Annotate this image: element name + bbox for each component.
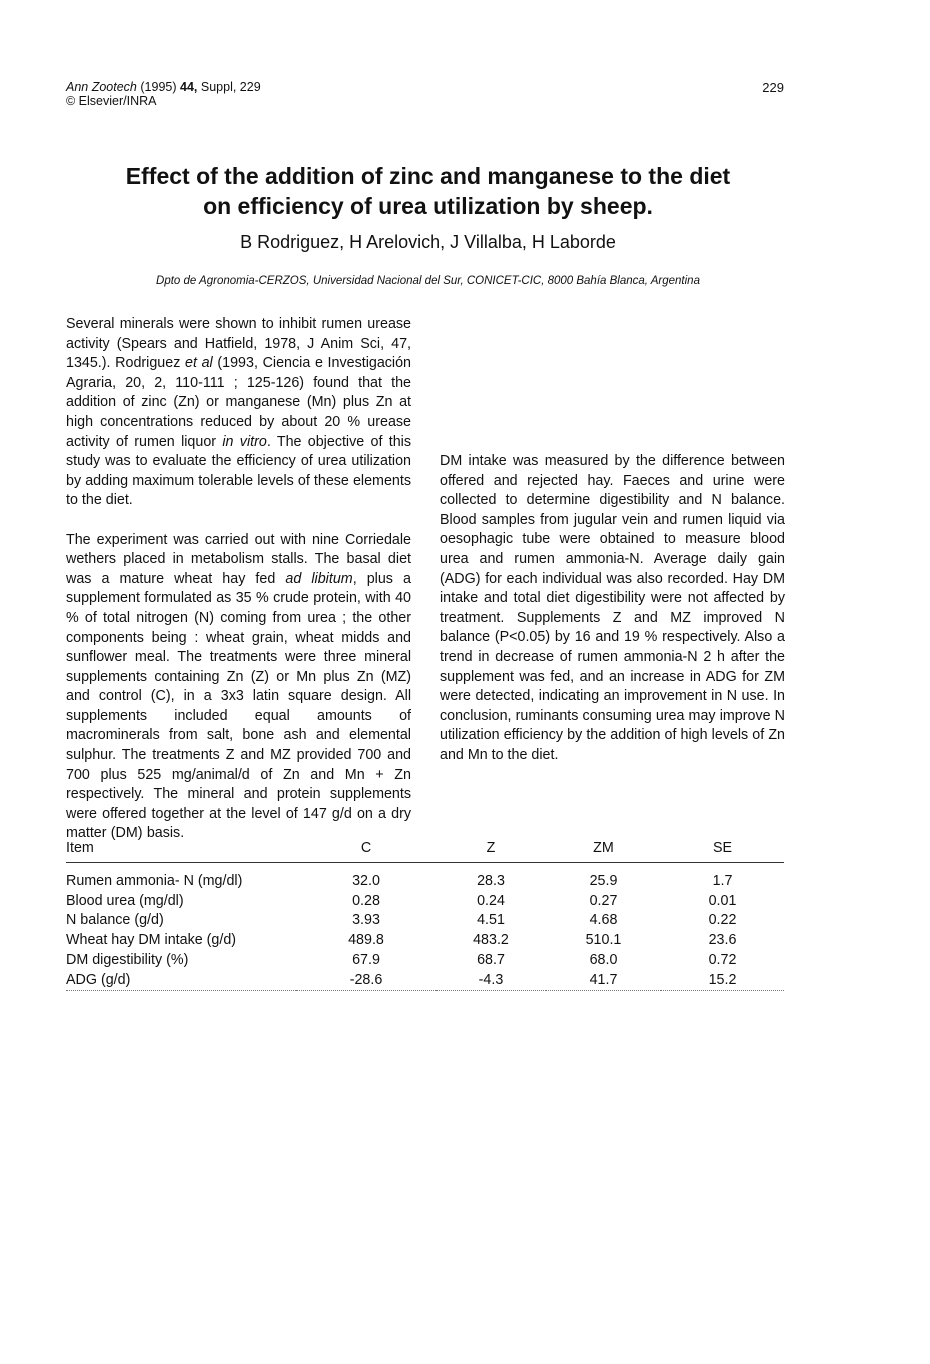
cell-zm: 68.0: [589, 952, 618, 969]
cell-z: 0.24: [477, 892, 505, 909]
article-title: [60, 161, 796, 221]
paragraph-methods: [66, 531, 411, 845]
cell-c: -28.6: [296, 970, 436, 990]
cell-z: 483.2: [473, 932, 509, 949]
page-number: 229: [762, 80, 784, 95]
row-label: N balance (g/d): [66, 912, 164, 929]
row-label: ADG (g/d): [66, 970, 296, 990]
affiliation: Dpto de Agronomia-CERZOS, Universidad Nacional del Sur, CONICET-CIC, 8000 Bahía Blanca, Argentina: [156, 275, 700, 287]
table-row: [66, 930, 784, 950]
cell-c: 32.0: [352, 872, 380, 889]
para1-part-c: . The objective of this study was to evaluate the efficiency of urea utilization by adding maximum tolerable levels of these elements to the diet.: [66, 433, 412, 509]
header-zinc: Z: [486, 840, 496, 856]
para2-part-b: , plus a supplement formulated as 35 % crude protein, with 40 % of total nitrogen (N) coming from urea ; the other components being : wheat grain, wheat midds and sunflower meal. The treatments were three mineral supplements containing Zn (Z) or Mn plus Zn (MZ) and control (C), in a 3x3 latin square design. All supplements included equal amounts of macrominerals from salt, bone ash and elemental sulphur. The treatments Z and MZ provided 700 and 700 plus 525 mg/animal/d of Zn and Mn + Zn respectively. The mineral and protein supplements were offered together at the level of 147 g/d on a dry matter (DM) basis.: [66, 570, 411, 842]
cell-zm: 25.9: [589, 872, 618, 889]
journal-header: [66, 80, 261, 108]
cell-zm: 4.68: [589, 912, 618, 929]
paragraph-introduction: [66, 315, 411, 511]
header-control: C: [360, 840, 372, 856]
row-label: DM digestibility (%): [66, 952, 189, 969]
cell-z: -4.3: [436, 970, 546, 990]
cell-c: 67.9: [352, 952, 380, 969]
cell-zm: 0.27: [589, 892, 618, 909]
journal-supplement: Suppl, 229: [200, 80, 261, 94]
row-label: Blood urea (mg/dl): [66, 892, 184, 909]
text-column-right: [440, 452, 785, 766]
cell-z: 28.3: [477, 872, 505, 889]
journal-name: Ann Zootech: [66, 80, 137, 94]
cell-se: 23.6: [708, 932, 737, 949]
table-row: [66, 950, 784, 970]
para2-part-a: The experiment was carried out with nine Corriedale wethers placed in metabolism stalls. The basal diet was a mature wheat hay fed: [66, 531, 411, 587]
cell-se: 1.7: [712, 872, 733, 889]
table-row: [66, 863, 784, 891]
table-row: [66, 970, 784, 990]
cell-z: 68.7: [477, 952, 505, 969]
cell-zm: 41.7: [546, 970, 661, 990]
header-standard-error: SE: [712, 840, 733, 856]
title-line-2: on efficiency of urea utilization by sheep.: [203, 193, 653, 219]
title-line-1: Effect of the addition of zinc and manganese to the diet: [125, 163, 731, 189]
journal-year: (1995): [140, 80, 177, 94]
in-vitro-italic: in vitro: [222, 433, 267, 450]
cell-z: 4.51: [477, 912, 505, 929]
ad-libitum-italic: ad libitum: [285, 570, 353, 587]
citation-line: [66, 80, 261, 94]
text-column-left: [66, 315, 411, 844]
cell-zm: 510.1: [585, 932, 622, 949]
et-al-italic: et al: [185, 355, 213, 372]
journal-volume: 44,: [180, 80, 198, 94]
publisher-line: © Elsevier/INRA: [66, 94, 157, 108]
cell-se: 0.01: [708, 892, 737, 909]
cell-c: 0.28: [352, 892, 380, 909]
row-label: Rumen ammonia- N (mg/dl): [66, 872, 243, 889]
row-label: Wheat hay DM intake (g/d): [66, 932, 237, 949]
paragraph-results: DM intake was measured by the difference between offered and rejected hay. Faeces and urine were collected to determine digestibility and N balance. Blood samples from jugular vein and rumen liquid via oesophagic tube were obtained to measure blood urea and rumen ammonia-N. Average daily gain (ADG) for each individual was also recorded. Hay DM intake and total diet digestibility were not affected by treatment. Supplements Z and MZ improved N balance (P<0.05) by 16 and 19 % respectively. Also a trend in decrease of rumen ammonia-N 2 h after the supplement was fed, and an increase in ADG for ZM were detected, indicating an improvement in N use. In conclusion, ruminants consuming urea may improve N utilization efficiency by the addition of high levels of Zn and Mn to the diet.: [440, 453, 785, 763]
cell-c: 489.8: [348, 932, 384, 949]
cell-se: 0.72: [708, 952, 737, 969]
results-table: [66, 840, 784, 991]
para1-part-a: Several minerals were shown to inhibit rumen urease activity (Spears and Hatfield, 1978, J Anim Sci, 47, 1345.). Rodriguez: [66, 316, 411, 372]
table-row: [66, 911, 784, 931]
table-header-row: [66, 840, 784, 863]
header-zinc-manganese: ZM: [593, 840, 614, 856]
cell-se: 0.22: [708, 912, 737, 929]
cell-se: 15.2: [661, 970, 784, 990]
author-list: B Rodriguez, H Arelovich, J Villalba, H Laborde: [240, 232, 616, 252]
table-row: [66, 891, 784, 911]
para1-part-b: (1993, Ciencia e Investigación Agraria, 20, 2, 110-111 ; 125-126) found that the addition of zinc (Zn) or manganese (Mn) plus Zn at high concentrations reduced by about 20 % urease activity of rumen liquor: [66, 355, 412, 450]
header-item: Item: [66, 840, 94, 856]
cell-c: 3.93: [352, 912, 380, 929]
